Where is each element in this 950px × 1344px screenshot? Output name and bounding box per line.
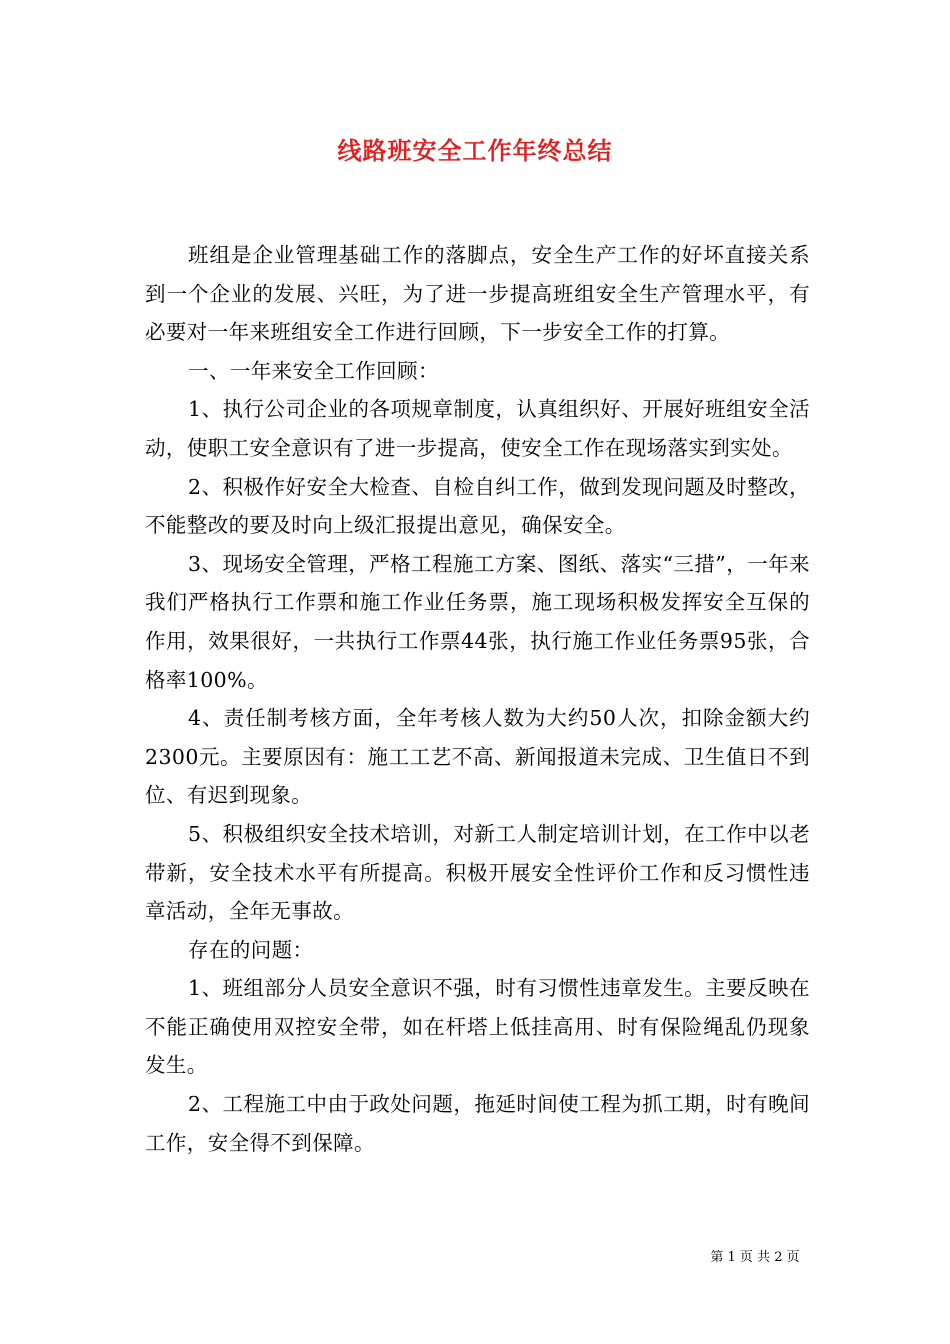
paragraph-intro: 班组是企业管理基础工作的落脚点，安全生产工作的好坏直接关系到一个企业的发展、兴旺，为了进一步提高班组安全生产管理水平，有必要对一年来班组安全工作进行回顾，下一步安全工作的打算。 — [145, 243, 810, 345]
paragraph-item-4: 4、责任制考核方面，全年考核人数为大约50人次，扣除金额大约2300元。主要原因有：施工工艺不高、新闻报道未完成、卫生值日不到位、有迟到现象。 — [145, 706, 810, 808]
paragraph-item-5: 5、积极组织安全技术培训，对新工人制定培训计划，在工作中以老带新，安全技术水平有所提高。积极开展安全性评价工作和反习惯性违章活动，全年无事故。 — [145, 821, 810, 924]
section-heading-review: 一、一年来安全工作回顾： — [188, 358, 439, 383]
paragraph-problem-1: 1、班组部分人员安全意识不强，时有习惯性违章发生。主要反映在不能正确使用双控安全带，如在杆塔上低挂高用、时有保险绳乱仍现象发生。 — [145, 976, 810, 1078]
paragraph-item-3: 3、现场安全管理，严格工程施工方案、图纸、落实“三措”，一年来我们严格执行工作票和施工作业任务票，施工现场积极发挥安全互保的作用，效果很好，一共执行工作票44张，执行施工作业任务票95张，合格率100%。 — [145, 551, 810, 692]
page-footer: 第 1 页 共 2 页 — [710, 1250, 800, 1265]
document-title: 线路班安全工作年终总结 — [337, 136, 613, 165]
section-heading-problems: 存在的问题： — [188, 937, 314, 962]
document-body — [145, 236, 810, 1162]
paragraph-item-2: 2、积极作好安全大检查、自检自纠工作，做到发现问题及时整改，不能整改的要及时向上级汇报提出意见，确保安全。 — [145, 474, 810, 538]
paragraph-item-1: 1、执行公司企业的各项规章制度，认真组织好、开展好班组安全活动，使职工安全意识有了进一步提高，使安全工作在现场落实到实处。 — [145, 397, 810, 460]
paragraph-problem-2: 2、工程施工中由于政处问题，拖延时间使工程为抓工期，时有晚间工作，安全得不到保障。 — [145, 1092, 810, 1155]
